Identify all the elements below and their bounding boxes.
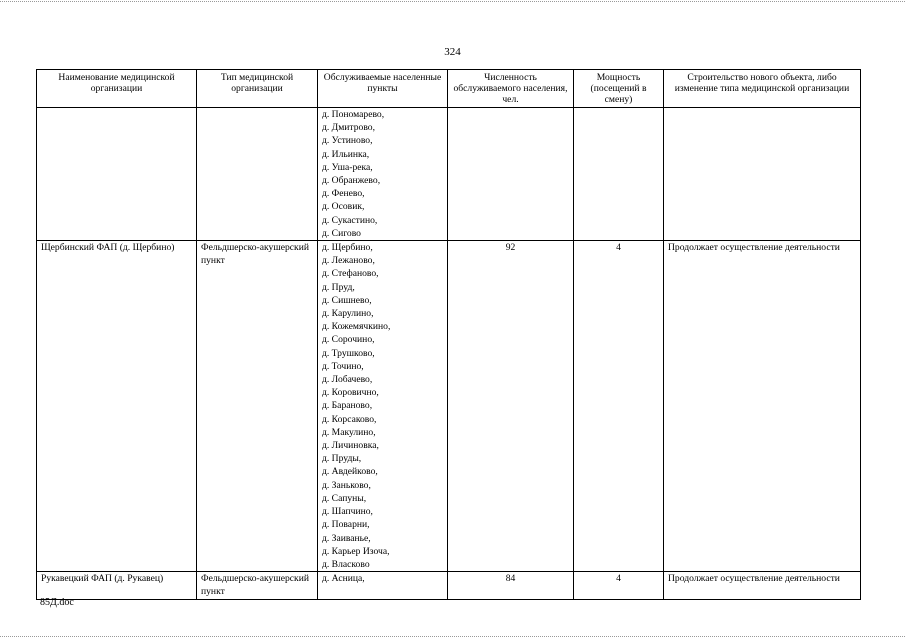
header-construction: Строительство нового объекта, либо изменение типа медицинской организации [664,70,861,108]
population-cell: 84 [448,572,574,599]
status-cell: Продолжает осуществление деятельности [664,241,861,572]
org-name-cell [37,108,197,241]
table-row [37,241,861,572]
page-number: 324 [444,46,461,58]
places-cell [318,572,448,599]
place-item: д. Корсаково, [322,413,377,425]
place-item: д. Карьер Изоча, [322,545,390,557]
facilities-table [36,69,861,600]
table-header-row [37,70,861,108]
place-item: д. Заньково, [322,479,371,491]
header-population: Численность обслуживаемого населения, чел. [448,70,574,108]
place-item: д. Бараново, [322,400,373,412]
org-type-cell: Фельдшерско-акушерский пункт [197,241,318,572]
place-item: д. Уша-река, [322,161,373,173]
place-item: д. Лобачево, [322,374,373,386]
place-item: д. Власково [322,558,370,570]
place-item: д. Личиновка, [322,440,379,452]
place-item: д. Щербино, [322,242,373,254]
status-cell: Продолжает осуществление деятельности [664,572,861,599]
table-row [37,572,861,599]
place-item: д. Сигово [322,227,361,239]
place-item: д. Обранжево, [322,175,381,187]
capacity-cell: 4 [574,241,664,572]
place-item: д. Кожемячкино, [322,321,391,333]
place-item: д. Ильинка, [322,148,370,160]
org-type-cell: Фельдшерско-акушерский пункт [197,572,318,599]
capacity-cell: 4 [574,572,664,599]
place-item: д. Точино, [322,360,364,372]
place-item: д. Стефаново, [322,268,379,280]
status-cell [664,108,861,241]
place-item: д. Карулино, [322,308,374,320]
place-item: д. Пруды, [322,453,362,465]
place-item: д. Пономарево, [322,109,385,120]
capacity-cell [574,108,664,241]
file-name: 85Д.doc [40,597,74,608]
places-cell [318,241,448,572]
org-name-cell: Щербинский ФАП (д. Щербино) [37,241,197,572]
org-name-cell: Рукавецкий ФАП (д. Рукавец) [37,572,197,599]
header-org-type: Тип медицинской организации [197,70,318,108]
place-item: д. Трушково, [322,347,375,359]
scan-edge-top [0,1,905,2]
place-item: д. Асница, [322,573,365,585]
place-item: д. Коровично, [322,387,379,399]
population-cell: 92 [448,241,574,572]
place-item: д. Макулино, [322,426,376,438]
population-cell [448,108,574,241]
header-org-name: Наименование медицинской организации [37,70,197,108]
org-type-cell [197,108,318,241]
place-item: д. Поварни, [322,519,370,531]
place-item: д. Заиванье, [322,532,371,544]
place-item: д. Устиново, [322,135,373,147]
place-item: д. Дмитрово, [322,122,375,134]
place-item: д. Пруд, [322,281,355,293]
place-item: д. Авдейково, [322,466,378,478]
place-item: д. Шапчино, [322,506,373,518]
place-item: д. Сорочино, [322,334,375,346]
header-capacity: Мощность (посещений в смену) [574,70,664,108]
place-item: д. Сишнево, [322,294,372,306]
header-places: Обслуживаемые населенные пункты [318,70,448,108]
place-item: д. Сукастино, [322,214,378,226]
places-cell [318,108,448,241]
place-item: д. Фенево, [322,188,365,200]
place-item: д. Лежаново, [322,255,375,267]
place-item: д. Осовик, [322,201,365,213]
scan-edge-bottom [0,636,905,637]
table-row [37,108,861,241]
place-item: д. Сапуны, [322,492,367,504]
